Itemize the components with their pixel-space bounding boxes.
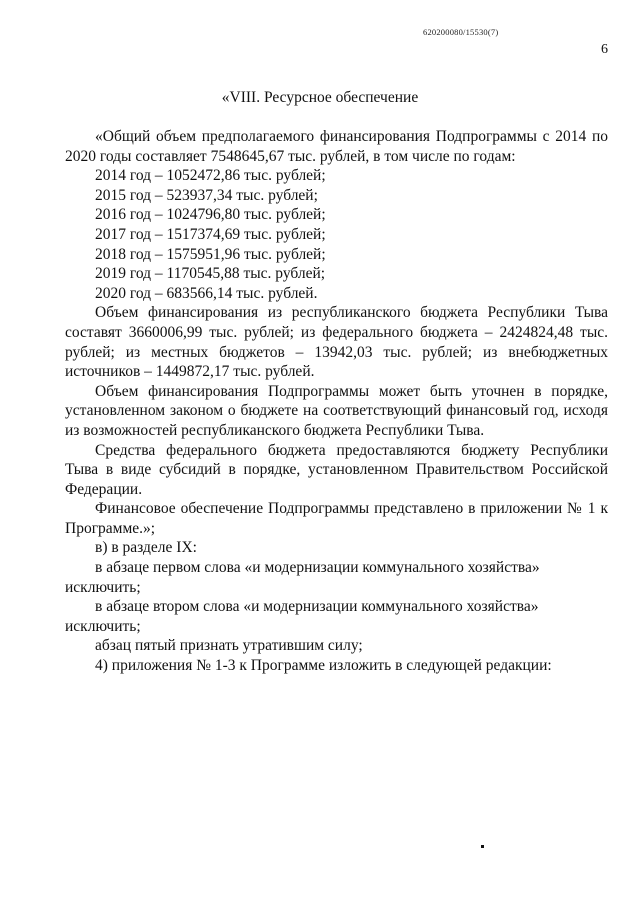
- intro-paragraph: «Общий объем предполагаемого финансирования Подпрограммы с 2014 по 2020 годы составляет 7548645,67 тыс. рублей, в том числе по годам:: [65, 128, 608, 165]
- budget-sources-paragraph: Объем финансирования из республиканского бюджета Республики Тыва составят 3660006,99 тыс. рублей; из федерального бюджета – 2424824,48 тыс. рублей; из местных бюджетов – 13942,03 тыс. рублей; из внебюджетных источников – 1449872,17 тыс. рублей.: [65, 304, 608, 381]
- amendment-item: в абзаце втором слова «и модернизации коммунального хозяйства» исключить;: [65, 598, 539, 635]
- amendment-item: абзац пятый признать утратившим силу;: [95, 637, 363, 655]
- amendment-item: 4) приложения № 1-3 к Программе изложить в следующей редакции:: [95, 657, 552, 675]
- document-body: [65, 127, 608, 676]
- document-code: 620200080/15530(7): [423, 27, 499, 37]
- amendment-item: в абзаце первом слова «и модернизации коммунального хозяйства» исключить;: [65, 559, 540, 596]
- stray-mark: [481, 845, 484, 848]
- year-funding-line: 2017 год – 1517374,69 тыс. рублей;: [95, 225, 326, 243]
- year-funding-line: 2014 год – 1052472,86 тыс. рублей;: [95, 167, 326, 185]
- year-funding-line: 2016 год – 1024796,80 тыс. рублей;: [95, 206, 326, 224]
- page-number: 6: [601, 42, 608, 57]
- appendix-reference-paragraph: Финансовое обеспечение Подпрограммы представлено в приложении № 1 к Программе.»;: [65, 500, 608, 537]
- amendment-section-ix: в) в разделе IX:: [95, 539, 197, 557]
- federal-funds-paragraph: Средства федерального бюджета предоставляются бюджету Республики Тыва в виде субсидий в порядке, установленном Правительством Российской Федерации.: [65, 441, 608, 498]
- year-funding-line: 2015 год – 523937,34 тыс. рублей;: [95, 186, 318, 204]
- year-funding-line: 2018 год – 1575951,96 тыс. рублей;: [95, 245, 326, 263]
- refinement-paragraph: Объем финансирования Подпрограммы может быть уточнен в порядке, установленном законом о бюджете на соответствующий финансовый год, исходя из возможностей республиканского бюджета Республики Тыва.: [65, 382, 608, 439]
- year-funding-line: 2019 год – 1170545,88 тыс. рублей;: [95, 265, 326, 283]
- year-funding-line: 2020 год – 683566,14 тыс. рублей.: [95, 284, 318, 302]
- section-title: «VIII. Ресурсное обеспечение: [221, 89, 419, 106]
